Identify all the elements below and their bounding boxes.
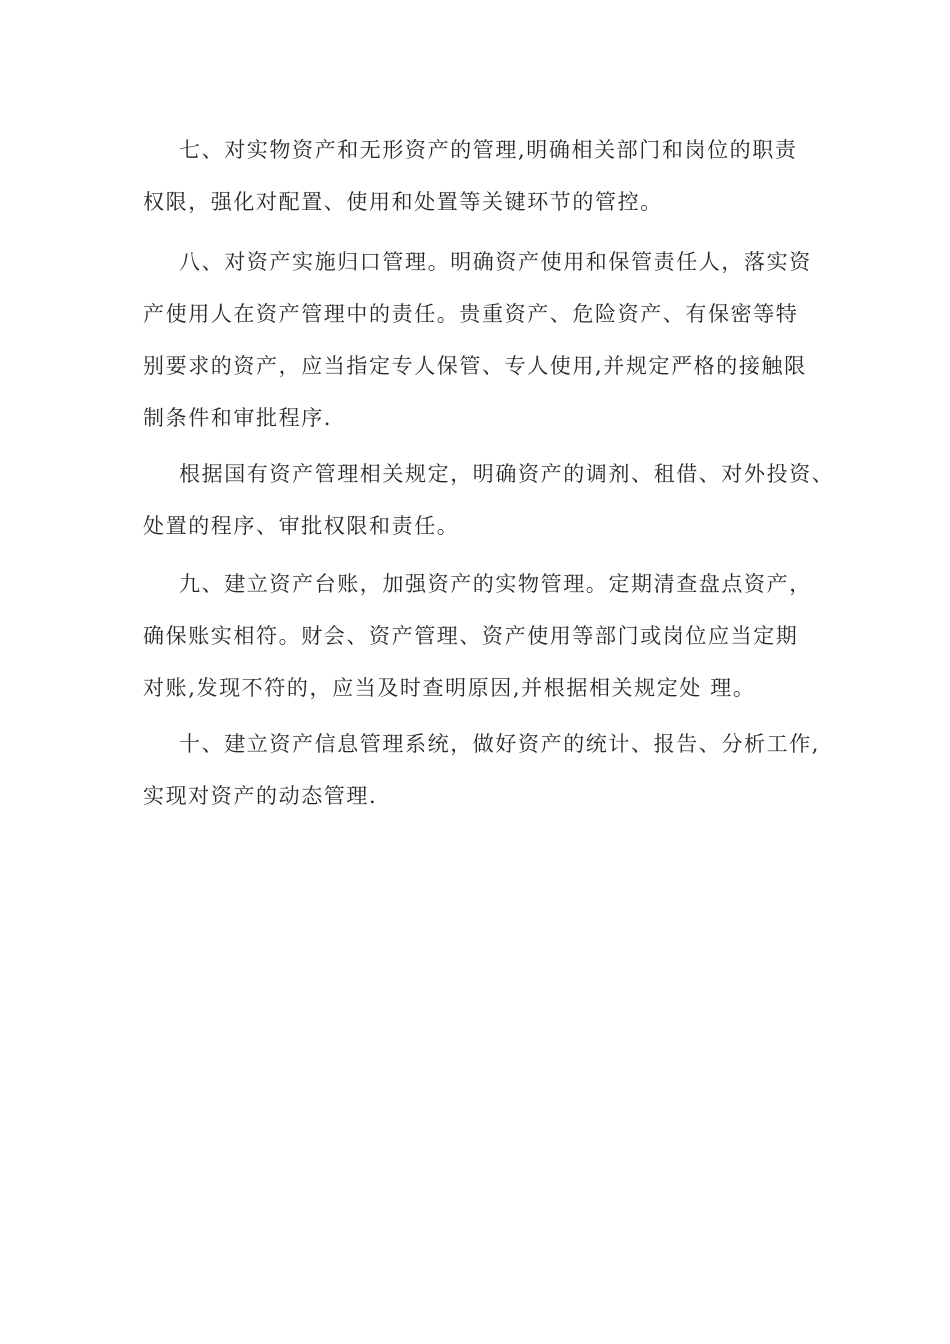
paragraph-line: 权限，强化对配置、使用和处置等关键环节的管控。 [143,190,663,214]
paragraph-eight [143,236,823,444]
paragraph-line: 根据国有资产管理相关规定，明确资产的调剂、租借、对外投资、 [179,462,835,486]
paragraph-line: 别要求的资产，应当指定专人保管、专人使用,并规定严格的接触限 [143,354,807,378]
paragraph-ten [143,718,823,822]
paragraph-line: 制条件和审批程序. [143,406,333,430]
paragraph-seven [143,124,823,228]
paragraph-state-assets [143,448,835,552]
paragraph-line: 九、建立资产台账，加强资产的实物管理。定期清查盘点资产， [179,572,812,596]
paragraph-line: 处置的程序、审批权限和责任。 [143,514,460,538]
paragraph-line: 八、对资产实施归口管理。明确资产使用和保管责任人，落实资 [179,250,812,274]
paragraph-line: 十、建立资产信息管理系统，做好资产的统计、报告、分析工作, [179,732,821,756]
paragraph-line: 七、对实物资产和无形资产的管理,明确相关部门和岗位的职责 [179,138,798,162]
paragraph-line: 对账,发现不符的，应当及时查明原因,并根据相关规定处 理。 [143,676,756,700]
paragraph-line: 确保账实相符。财会、资产管理、资产使用等部门或岗位应当定期 [143,624,799,648]
paragraph-line: 实现对资产的动态管理. [143,784,378,808]
paragraph-nine [143,558,823,714]
paragraph-line: 产使用人在资产管理中的责任。贵重资产、危险资产、有保密等特 [143,302,799,326]
